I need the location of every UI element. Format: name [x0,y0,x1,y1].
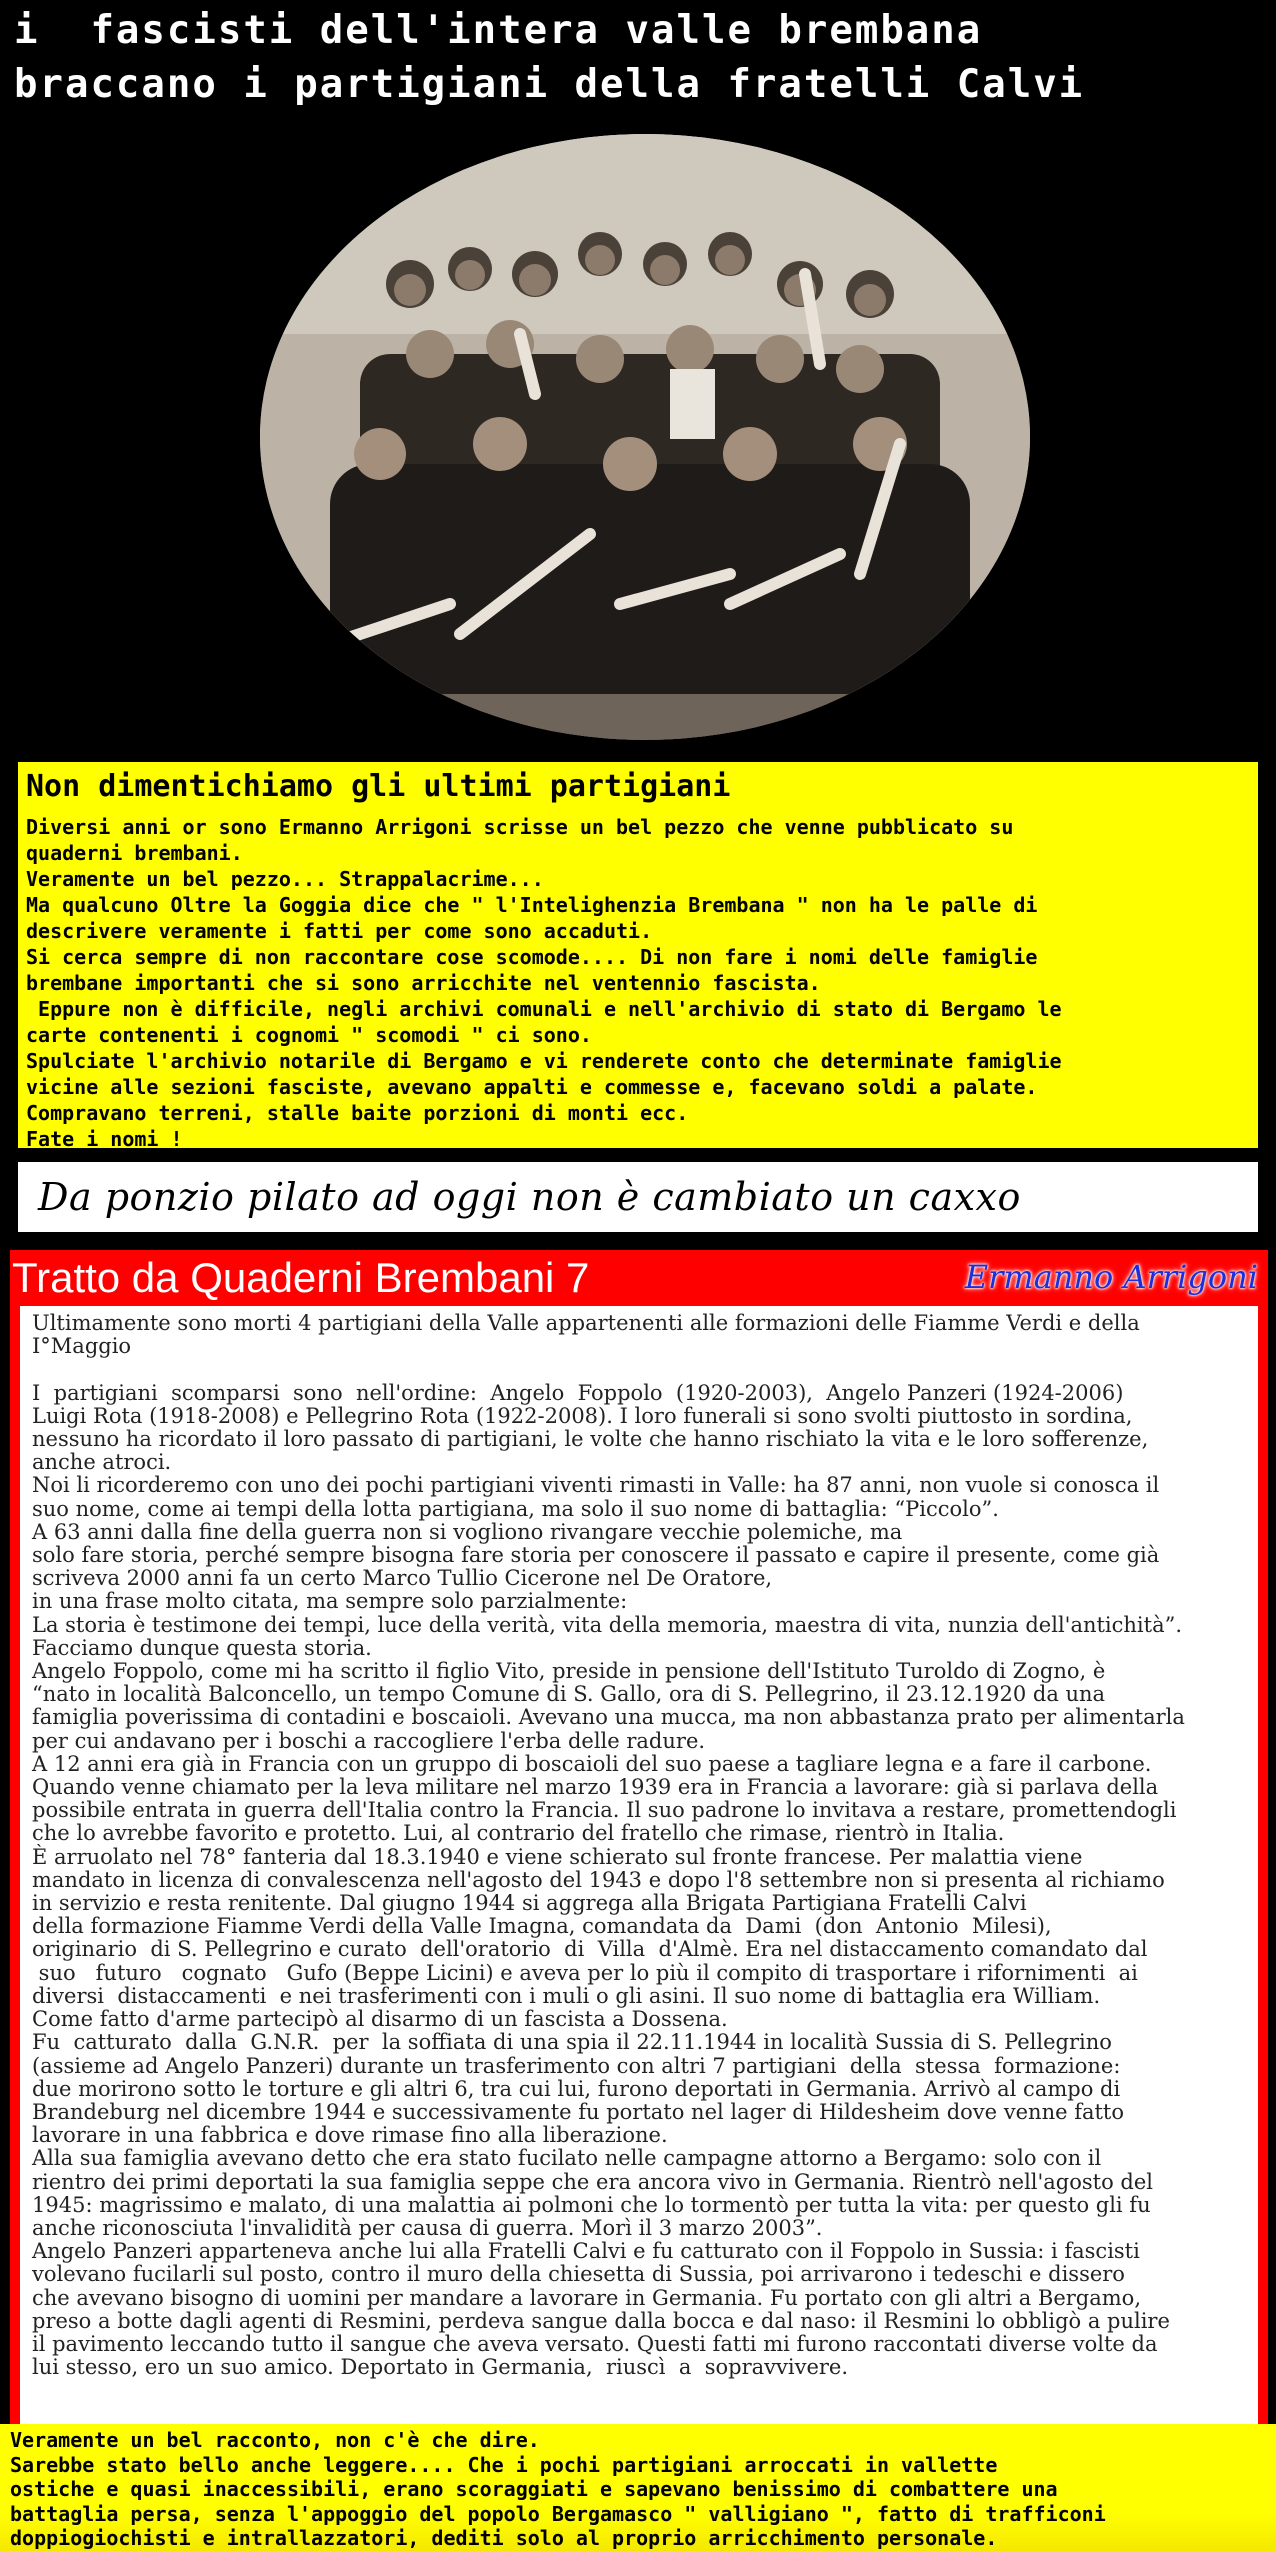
notice-box [18,762,1258,1151]
historical-group-photo [260,134,1030,740]
article-body: Ultimamente sono morti 4 partigiani della Valle appartenenti alle formazioni delle Fiamme Verdi e della I°Maggio I partigiani scomparsi sono nell'ordine: Angelo Foppolo (1920-2003), Angelo Panzeri (1924-2006) Luigi Rota (1918-2008) e Pellegrino Rota (1922-2008). I loro funerali si sono svolti piuttosto in sordina, nessuno ha ricordato il loro passato di partigiani, le volte che hanno rischiato la vita e le loro sofferenze, anche atroci. Noi li ricorderemo con uno dei pochi partigiani viventi rimasti in Valle: ha 87 anni, non vuole si conosca il suo nome, come ai tempi della lotta partigiana, ma solo il suo nome di battaglia: “Piccolo”. A 63 anni dalla fine della guerra non si vogliono rivangare vecchie polemiche, ma solo fare storia, perché sempre bisogna fare storia per conoscere il passato e capire il presente, come già scriveva 2000 anni fa un certo Marco Tullio Cicerone nel De Oratore, in una frase molto citata, ma sempre solo parzialmente: La storia è testimone dei tempi, luce della verità, vita della memoria, maestra di vita, nunzia dell'antichità”. Facciamo dunque questa storia. Angelo Foppolo, come mi ha scritto il figlio Vito, preside in pensione dell'Istituto Turoldo di Zogno, è “nato in località Balconcello, un tempo Comune di S. Gallo, ora di S. Pellegrino, il 23.12.1920 da una famiglia poverissima di contadini e boscaioli. Avevano una mucca, ma non abbastanza prato per alimentarla per cui andavano per i boschi a raccogliere l'erba delle radure. A 12 anni era già in Francia con un gruppo di boscaioli del suo paese a tagliare legna e a fare il carbone. Quando venne chiamato per la leva militare nel marzo 1939 era in Francia a lavorare: già si parlava della possibile entrata in guerra dell'Italia contro la Francia. Il suo padrone lo invitava a restare, promettendogli che lo avrebbe favorito e protetto. Lui, al contrario del fratello che rimase, rientrò in Italia. È arruolato nel 78° fanteria dal 18.3.1940 e viene schierato sul fronte francese. Per malattia viene mandato in licenza di convalescenza nell'agosto del 1943 e dopo l'8 settembre non si presenta al richiamo in servizio e resta renitente. Dal giugno 1944 si aggrega alla Brigata Partigiana Fratelli Calvi della formazione Fiamme Verdi della Valle Imagna, comandata da Dami (don Antonio Milesi), originario di S. Pellegrino e curato dell'oratorio di Villa d'Almè. Era nel distaccamento comandato dal suo futuro cognato Gufo (Beppe Licini) e aveva per lo più il compito di trasportare i rifornimenti ai diversi distaccamenti e nei trasferimenti con i muli o gli asini. Il suo nome di battaglia era William. Come fatto d'arme partecipò al disarmo di un fascista a Dossena. Fu catturato dalla G.N.R. per la soffiata di una spia il 22.11.1944 in località Sussia di S. Pellegrino (assieme ad Angelo Panzeri) durante un trasferimento con altri 7 partigiani della stessa formazione: due morirono sotto le torture e gli altri 6, tra cui lui, furono deportati in Germania. Arrivò al campo di Brandeburg nel dicembre 1944 e successivamente fu portato nel lager di Hildesheim dove venne fatto lavorare in una fabbrica e dove rimase fino alla liberazione. Alla sua famiglia avevano detto che era stato fucilato nelle campagne attorno a Bergamo: solo con il rientro dei primi deportati la sua famiglia seppe che era ancora vivo in Germania. Rientrò nell'agosto del 1945: magrissimo e malato, di una malattia ai polmoni che lo tormentò per tutta la vita: per questo gli fu anche riconosciuta l'invalidità per causa di guerra. Morì il 3 marzo 2003”. Angelo Panzeri apparteneva anche lui alla Fratelli Calvi e fu catturato con il Foppolo in Sussia: i fascisti volevano fucilarli sul posto, contro il muro della chiesetta di Sussia, poi arrivarono i tedeschi e dissero che avevano bisogno di uomini per mandare a lavorare in Germania. Fu portato con gli altri a Bergamo, preso a botte dagli agenti di Resmini, perdeva sangue dalla bocca e dal naso: il Resmini lo obbligò a pulire il pavimento leccando tutto il sangue che aveva versato. Questi fatti mi furono raccontati diverse volte da lui stesso, ero un suo amico. Deportato in Germania, riuscì a sopravvivere. [32,1311,1185,2380]
notice-title: Non dimentichiamo gli ultimi partigiani [26,769,731,804]
headline-line-2: braccano i partigiani della fratelli Calvi [14,62,1085,107]
article-frame [10,1250,1268,2551]
article-title: Tratto da Quaderni Brembani 7 [12,1254,590,1301]
comment-text: Veramente un bel racconto, non c'è che dire. Sarebbe stato bello anche leggere.... Che i pochi partigiani arroccati in vallette ostiche e quasi inaccessibili, erano scoraggiati e sapevano benissimo di combattere una battaglia persa, senza l'appoggio del popolo Bergamasco " valligiano ", fatto di trafficoni doppiogiochisti e intrallazzatori, dediti solo al proprio arricchimento personale. [10,2428,1106,2550]
notice-body: Diversi anni or sono Ermanno Arrigoni scrisse un bel pezzo che venne pubblicato su quaderni brembani. Veramente un bel pezzo... Strappalacrime... Ma qualcuno Oltre la Goggia dice che " l'Intelighenzia Brembana " non ha le palle di descrivere veramente i fatti per come sono accaduti. Si cerca sempre di non raccontare cose scomode.... Di non fare i nomi delle famiglie brembane importanti che si sono arricchite nel ventennio fascista. Eppure non è difficile, negli archivi comunali e nell'archivio di stato di Bergamo le carte contenenti i cognomi " scomodi " ci sono. Spulciate l'archivio notarile di Bergamo e vi renderete conto che determinate famiglie vicine alle sezioni fasciste, avevano appalti e commesse e, facevano soldi a palate. Compravano terreni, stalle baite porzioni di monti ecc. Fate i nomi ! [26,815,1062,1151]
article-panel [20,1306,1258,2551]
comment-box [0,2424,1276,2551]
author-signature: Ermanno Arrigoni [964,1258,1258,1296]
page-headline [14,4,1276,112]
slogan-text: Da ponzio pilato ad oggi non è cambiato un caxxo [38,1175,1021,1219]
group-photo-icon [260,134,1030,740]
headline-line-1: i fascisti dell'intera valle brembana [14,8,983,53]
slogan-box [18,1162,1258,1232]
